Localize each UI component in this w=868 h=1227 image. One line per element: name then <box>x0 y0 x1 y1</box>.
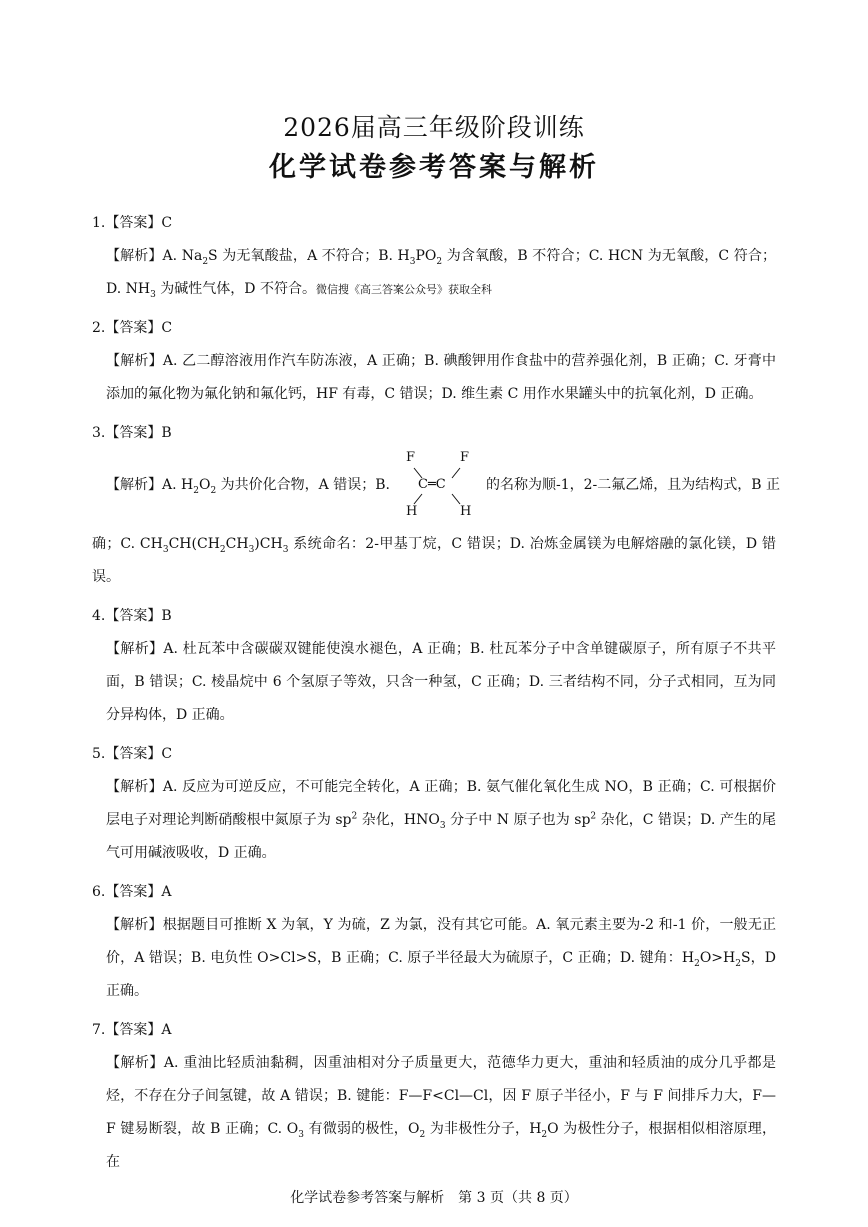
atom-label: H <box>406 504 418 519</box>
answer-label: 6.【答案】A <box>92 884 172 900</box>
document-subtitle: 化学试卷参考答案与解析 <box>269 152 599 183</box>
explanation-structure-line: 【解析】A. $H_2O_2$ 为共价化合物，A 错误；B. F F C═C H H 的名称为顺-1，2-二氟乙烯，且为结构式，B 正 <box>106 450 776 528</box>
explanation-text: 【解析】A. $Na_2S$ 为无氧酸盐，A 不符合；B. $H_3PO_2$ 为含氧酸，B 不符合；C. HCN 为无氧酸，C 符合；D. $NH_3$ 为碱性气体，D 不符合。微信搜《高三答案公众号》获取全科 <box>106 248 776 300</box>
answer-item-3 <box>92 417 781 594</box>
atom-label: F <box>460 450 470 465</box>
answer-label: 4.【答案】B <box>92 608 172 624</box>
answer-item-1 <box>92 207 776 306</box>
explanation-text: 【解析】A. 反应为可逆反应，不可能完全转化，A 正确；B. 氨气催化氧化生成 NO，B 正确；C. 可根据价层电子对理论判断硝酸根中氮原子为 $sp^2$ 杂化，$HNO_3$ 分子中 N 原子也为 $sp^2$ 杂化，C 错误；D. 产生的尾气可用碱液吸收，D 正确。 <box>106 779 776 861</box>
explanation-text: 【解析】A. 乙二醇溶液用作汽车防冻液，A 正确；B. 碘酸钾用作食盐中的营养强化剂，B 正确；C. 牙膏中添加的氟化物为氟化钠和氟化钙，HF 有毒，C 错误；D. 维生素 C 用作水果罐头中的抗氧化剂，D 正确。 <box>106 353 776 402</box>
answer-label: 2.【答案】C <box>92 320 173 336</box>
answer-list <box>92 207 781 1185</box>
atom-label: H <box>460 504 472 519</box>
atom-label: F <box>406 450 416 465</box>
difluoroethene-structure <box>392 450 482 522</box>
answer-label: 1.【答案】C <box>92 215 173 231</box>
answer-label: 7.【答案】A <box>92 1022 172 1038</box>
document-title: 2026届高三年级阶段训练 <box>283 113 585 142</box>
explanation-text: 确；C. $CH_3CH(CH_2CH_3)CH_3$ 系统命名：2-甲基丁烷，C 错误；D. 冶炼金属镁为电解熔融的氯化镁，D 错误。 <box>92 536 776 585</box>
answer-label: 3.【答案】B <box>92 425 172 441</box>
answer-item-2 <box>92 312 776 411</box>
answer-item-6 <box>92 876 776 1008</box>
explanation-text: 【解析】A. 重油比轻质油黏稠，因重油相对分子质量更大，范德华力更大，重油和轻质油的成分几乎都是烃，不存在分子间氢键，故 A 错误；B. 键能：F—F<Cl—Cl，因 F 原子半径小，F 与 F 间排斥力大，F—F 键易断裂，故 B 正确；C. $O_3$ 有微弱的极性，$O_2$ 为非极性分子，$H_2O$ 为极性分子，根据相似相溶原理，在 <box>106 1055 776 1170</box>
answer-item-7 <box>92 1014 776 1179</box>
watermark-text: 微信搜《高三答案公众号》获取全科 <box>315 283 492 296</box>
explanation-text: 【解析】A. 杜瓦苯中含碳碳双键能使溴水褪色，A 正确；B. 杜瓦苯分子中含单键碳原子，所有原子不共平面，B 错误；C. 棱晶烷中 6 个氢原子等效，只含一种氢，C 正确；D. 三者结构不同，分子式相同，互为同分异构体，D 正确。 <box>106 641 776 723</box>
double-bond-label: C═C <box>418 477 446 492</box>
answer-item-4 <box>92 600 776 732</box>
explanation-text: 【解析】根据题目可推断 X 为氧，Y 为硫，Z 为氯，没有其它可能。A. 氧元素主要为-2 和-1 价，一般无正价，A 错误；B. 电负性 O>Cl>S，B 正确；C. 原子半径最大为硫原子，C 正确；D. 键角：$H_2O>H_2S$，D 正确。 <box>106 917 776 999</box>
answer-label: 5.【答案】C <box>92 746 173 762</box>
page-footer: 化学试卷参考答案与解析 第 3 页（共 8 页） <box>290 1190 578 1206</box>
answer-item-5 <box>92 738 776 870</box>
